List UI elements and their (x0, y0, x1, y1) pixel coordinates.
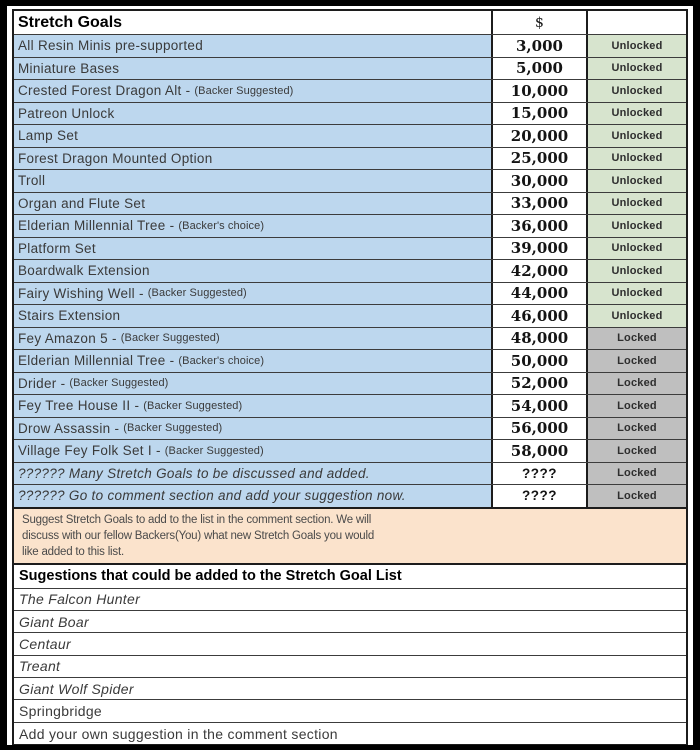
goal-row (14, 484, 686, 507)
goal-name-cell (14, 58, 493, 80)
amount-cell: ???? (493, 463, 588, 485)
goal-note: (Backer Suggested) (143, 399, 243, 412)
goal-name-cell (14, 238, 493, 260)
goal-name-cell (14, 328, 493, 350)
goal-name-cell (14, 148, 493, 170)
amount-cell: ???? (493, 485, 588, 507)
goal-row (14, 439, 686, 462)
goal-note: (Backer Suggested) (120, 332, 220, 345)
amount-cell: 10,000 (493, 80, 588, 102)
amount-cell: 50,000 (493, 350, 588, 372)
amount-cell: 58,000 (493, 440, 588, 462)
goal-row (14, 124, 686, 147)
goal-row (14, 259, 686, 282)
suggestion-item: Centaur (14, 632, 686, 654)
goal-name-cell (14, 373, 493, 395)
goal-name: Village Fey Folk Set I - (18, 443, 161, 459)
goal-note: (Backer's choice) (178, 219, 265, 232)
goal-name: Troll (18, 173, 46, 189)
goal-name-cell (14, 395, 493, 417)
goal-name-cell (14, 80, 493, 102)
goal-name: Forest Dragon Mounted Option (18, 150, 213, 166)
goal-note: (Backer Suggested) (194, 84, 294, 97)
goal-note: (Backer Suggested) (69, 377, 169, 390)
goal-name: Lamp Set (18, 128, 79, 144)
status-badge: Unlocked (588, 58, 686, 80)
goal-name-cell (14, 463, 493, 485)
status-badge: Unlocked (588, 125, 686, 147)
stretch-goals-table (12, 9, 688, 745)
goal-row (14, 349, 686, 372)
suggestion-item: Giant Wolf Spider (14, 677, 686, 699)
amount-cell: 25,000 (493, 148, 588, 170)
status-badge: Locked (588, 350, 686, 372)
goal-row (14, 462, 686, 485)
note-line: Suggest Stretch Goals to add to the list in the comment section. We will (22, 513, 372, 526)
goal-name: Fey Tree House II - (18, 398, 140, 414)
goal-name: Fey Amazon 5 - (18, 330, 117, 346)
goal-note: (Backer Suggested) (147, 287, 247, 300)
goal-name-cell (14, 215, 493, 237)
status-badge: Unlocked (588, 170, 686, 192)
goal-name: Crested Forest Dragon Alt - (18, 83, 191, 99)
goal-row (14, 102, 686, 125)
goal-name: Elderian Millennial Tree - (18, 353, 175, 369)
amount-column-header: $ (493, 11, 588, 34)
amount-cell: 3,000 (493, 35, 588, 57)
status-badge: Unlocked (588, 238, 686, 260)
amount-cell: 46,000 (493, 305, 588, 327)
status-badge: Unlocked (588, 80, 686, 102)
goal-name: Miniature Bases (18, 60, 120, 76)
goal-name: Organ and Flute Set (18, 195, 146, 211)
status-badge: Locked (588, 418, 686, 440)
sheet-background (7, 6, 693, 745)
amount-cell: 48,000 (493, 328, 588, 350)
goal-name: ?????? Many Stretch Goals to be discussed and added. (18, 465, 370, 481)
suggestions-header: Sugestions that could be added to the Stretch Goal List (14, 563, 686, 588)
suggestion-item: Springbridge (14, 699, 686, 721)
goal-note: (Backer Suggested) (123, 422, 223, 435)
goal-row (14, 327, 686, 350)
goal-name: Drow Assassin - (18, 420, 120, 436)
goal-row (14, 394, 686, 417)
goal-name: Elderian Millennial Tree - (18, 218, 175, 234)
suggestion-note-panel (14, 507, 686, 563)
amount-cell: 52,000 (493, 373, 588, 395)
amount-cell: 20,000 (493, 125, 588, 147)
status-badge: Locked (588, 328, 686, 350)
goal-name: Stairs Extension (18, 308, 121, 324)
goal-row (14, 34, 686, 57)
status-badge: Locked (588, 440, 686, 462)
status-badge: Locked (588, 463, 686, 485)
status-badge: Unlocked (588, 215, 686, 237)
goal-row (14, 417, 686, 440)
goal-name-cell (14, 103, 493, 125)
goal-name: Drider - (18, 375, 66, 391)
amount-cell: 54,000 (493, 395, 588, 417)
status-badge: Unlocked (588, 193, 686, 215)
goal-note: (Backer Suggested) (164, 444, 264, 457)
goal-row (14, 57, 686, 80)
goal-name-cell (14, 125, 493, 147)
suggestion-item: The Falcon Hunter (14, 588, 686, 610)
table-header-row (14, 11, 686, 34)
amount-cell: 44,000 (493, 283, 588, 305)
status-column-header (588, 11, 686, 34)
goal-row (14, 282, 686, 305)
status-badge: Unlocked (588, 103, 686, 125)
goal-row (14, 79, 686, 102)
amount-cell: 36,000 (493, 215, 588, 237)
suggestion-item: Add your own suggestion in the comment section (14, 722, 686, 744)
goal-row (14, 147, 686, 170)
amount-cell: 42,000 (493, 260, 588, 282)
goal-name-cell (14, 485, 493, 507)
status-badge: Unlocked (588, 148, 686, 170)
goal-name-cell (14, 193, 493, 215)
goal-name: Boardwalk Extension (18, 263, 150, 279)
goal-name-cell (14, 418, 493, 440)
goal-row (14, 192, 686, 215)
status-badge: Locked (588, 485, 686, 507)
note-line: like added to this list. (22, 545, 124, 558)
goal-name: All Resin Minis pre-supported (18, 38, 204, 54)
amount-cell: 39,000 (493, 238, 588, 260)
suggestion-item: Treant (14, 655, 686, 677)
goal-name: Patreon Unlock (18, 105, 115, 121)
amount-cell: 5,000 (493, 58, 588, 80)
amount-cell: 33,000 (493, 193, 588, 215)
goal-note: (Backer's choice) (178, 354, 265, 367)
amount-cell: 30,000 (493, 170, 588, 192)
status-badge: Unlocked (588, 35, 686, 57)
goal-name-cell (14, 440, 493, 462)
goal-row (14, 214, 686, 237)
goal-name: Platform Set (18, 240, 96, 256)
goal-name-cell (14, 350, 493, 372)
goal-name-cell (14, 305, 493, 327)
status-badge: Unlocked (588, 260, 686, 282)
goal-name-cell (14, 35, 493, 57)
goal-column-header: Stretch Goals (14, 11, 493, 34)
amount-cell: 15,000 (493, 103, 588, 125)
amount-cell: 56,000 (493, 418, 588, 440)
goal-row (14, 169, 686, 192)
goal-name: ?????? Go to comment section and add your suggestion now. (18, 488, 406, 504)
status-badge: Locked (588, 395, 686, 417)
status-badge: Unlocked (588, 305, 686, 327)
goal-row (14, 237, 686, 260)
goal-name-cell (14, 170, 493, 192)
goal-row (14, 304, 686, 327)
goal-row (14, 372, 686, 395)
status-badge: Unlocked (588, 283, 686, 305)
suggestion-item: Giant Boar (14, 610, 686, 632)
goal-name-cell (14, 283, 493, 305)
status-badge: Locked (588, 373, 686, 395)
note-line: discuss with our fellow Backers(You) what new Stretch Goals you would (22, 529, 375, 542)
goal-name: Fairy Wishing Well - (18, 285, 144, 301)
goal-name-cell (14, 260, 493, 282)
